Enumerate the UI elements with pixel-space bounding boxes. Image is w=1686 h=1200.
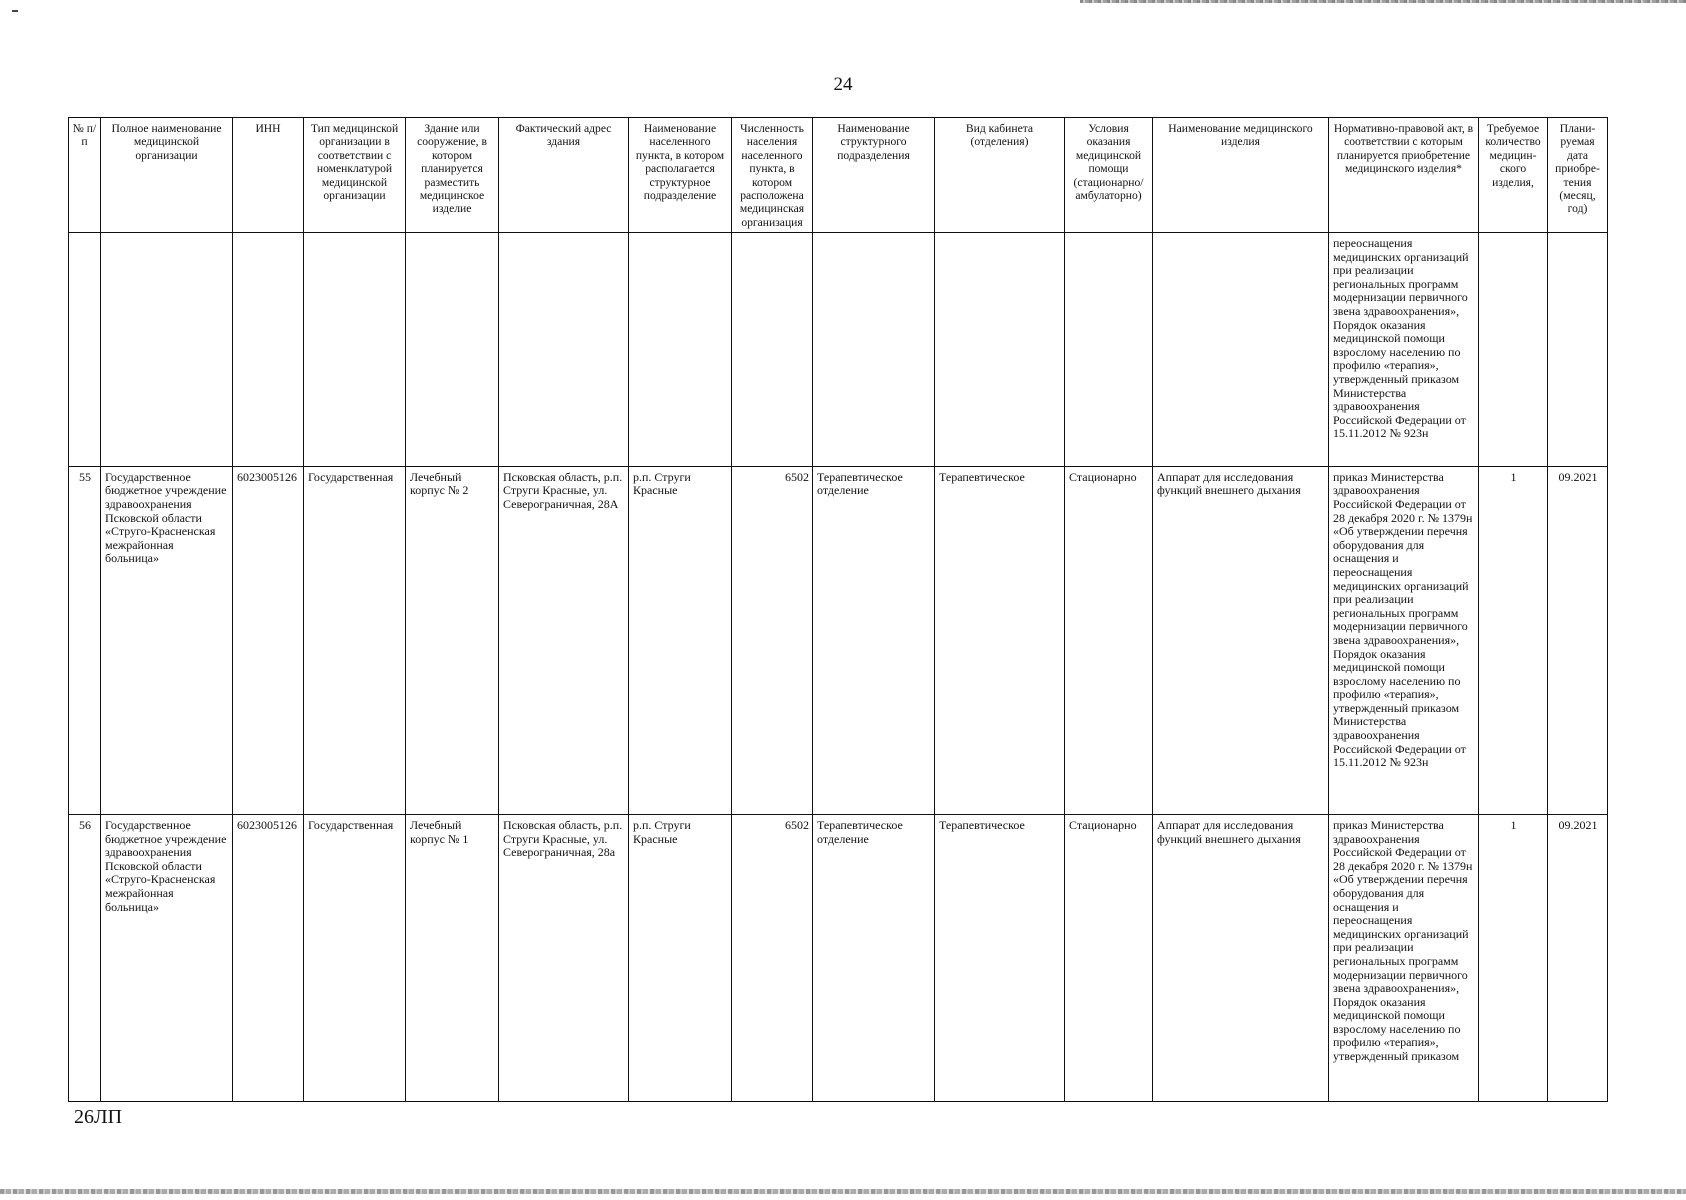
building [406, 233, 499, 467]
device-name: Аппарат для исследования функций внешнего дыхания [1153, 466, 1329, 814]
column-header: Полное наименование медицинской организации [101, 118, 233, 233]
quantity: 1 [1479, 466, 1548, 814]
scan-edge-bottom [0, 1189, 1686, 1194]
column-header: Наименование населенного пункта, в котором располагается структурное подразделение [629, 118, 732, 233]
column-header: Плани-руемая дата приобре-тения (месяц, год) [1548, 118, 1608, 233]
organization-type [304, 233, 406, 467]
inn [233, 233, 304, 467]
structural-unit: Терапевтическое отделение [813, 466, 935, 814]
population [732, 233, 813, 467]
planned-date [1548, 233, 1608, 467]
building: Лечебный корпус № 2 [406, 466, 499, 814]
column-header: Наименование медицинского изделия [1153, 118, 1329, 233]
device-name: Аппарат для исследования функций внешнего дыхания [1153, 814, 1329, 1101]
table-row [69, 466, 1608, 814]
population: 6502 [732, 466, 813, 814]
organization-type: Государственная [304, 466, 406, 814]
column-header: Фактический адрес здания [499, 118, 629, 233]
organization-name: Государственное бюджетное учреждение здравоохранения Псковской области «Струго-Красненская межрайонная больница» [101, 814, 233, 1101]
footer-code: 26ЛП [74, 1106, 123, 1128]
planned-date: 09.2021 [1548, 466, 1608, 814]
column-header: Численность населения населенного пункта, в котором расположена медицинская организация [732, 118, 813, 233]
column-header: Тип медицинской организации в соответствии с номенклатурой медицинской организации [304, 118, 406, 233]
column-header: № п/п [69, 118, 101, 233]
scan-mark [12, 10, 18, 12]
care-conditions [1065, 233, 1153, 467]
column-header: Наименование структурного подразделения [813, 118, 935, 233]
quantity: 1 [1479, 814, 1548, 1101]
locality: р.п. Струги Красные [629, 814, 732, 1101]
structural-unit: Терапевтическое отделение [813, 814, 935, 1101]
planned-date: 09.2021 [1548, 814, 1608, 1101]
quantity [1479, 233, 1548, 467]
column-header: ИНН [233, 118, 304, 233]
page-number: 24 [833, 74, 853, 95]
address [499, 233, 629, 467]
medical-devices-table [68, 117, 1608, 1102]
inn: 6023005126 [233, 814, 304, 1101]
locality: р.п. Струги Красные [629, 466, 732, 814]
population: 6502 [732, 814, 813, 1101]
cabinet-type [935, 233, 1065, 467]
cabinet-type: Терапевтическое [935, 466, 1065, 814]
row-number [69, 233, 101, 467]
organization-name [101, 233, 233, 467]
care-conditions: Стационарно [1065, 466, 1153, 814]
legal-act: переоснащения медицинских организаций при реализации региональных программ модернизации первичного звена здравоохранения», Порядок оказания медицинской помощи взрослому населению по профилю «терапия», утвержденный приказом Министерства здравоохранения Российской Федерации от 15.11.2012 № 923н [1329, 233, 1479, 467]
table-header-row [69, 118, 1608, 233]
legal-act: приказ Министерства здравоохранения Российской Федерации от 28 декабря 2020 г. № 1379н «Об утверждении перечня оборудования для оснащения и переоснащения медицинских организаций при реализации региональных программ модернизации первичного звена здравоохранения», Порядок оказания медицинской помощи взрослому населению по профилю «терапия», утвержденный приказом Министерства здравоохранения Российской Федерации от 15.11.2012 № 923н [1329, 466, 1479, 814]
scan-edge-top [1080, 0, 1686, 3]
organization-type: Государственная [304, 814, 406, 1101]
legal-act: приказ Министерства здравоохранения Российской Федерации от 28 декабря 2020 г. № 1379н «Об утверждении перечня оборудования для оснащения и переоснащения медицинских организаций при реализации региональных программ модернизации первичного звена здравоохранения», Порядок оказания медицинской помощи взрослому населению по профилю «терапия», утвержденный приказом [1329, 814, 1479, 1101]
cabinet-type: Терапевтическое [935, 814, 1065, 1101]
column-header: Условия оказания медицинской помощи (стационарно/ амбулаторно) [1065, 118, 1153, 233]
row-number: 55 [69, 466, 101, 814]
address: Псковская область, р.п. Струги Красные, ул. Северограничная, 28а [499, 814, 629, 1101]
address: Псковская область, р.п. Струги Красные, ул. Северограничная, 28А [499, 466, 629, 814]
table-row [69, 814, 1608, 1101]
inn: 6023005126 [233, 466, 304, 814]
structural-unit [813, 233, 935, 467]
device-name [1153, 233, 1329, 467]
care-conditions: Стационарно [1065, 814, 1153, 1101]
column-header: Здание или сооружение, в котором планируется разместить медицинское изделие [406, 118, 499, 233]
organization-name: Государственное бюджетное учреждение здравоохранения Псковской области «Струго-Красненская межрайонная больница» [101, 466, 233, 814]
column-header: Вид кабинета (отделения) [935, 118, 1065, 233]
locality [629, 233, 732, 467]
column-header: Требуемое количество медицин-ского изделия, [1479, 118, 1548, 233]
table-row [69, 233, 1608, 467]
column-header: Нормативно-правовой акт, в соответствии с которым планируется приобретение медицинского изделия* [1329, 118, 1479, 233]
building: Лечебный корпус № 1 [406, 814, 499, 1101]
row-number: 56 [69, 814, 101, 1101]
